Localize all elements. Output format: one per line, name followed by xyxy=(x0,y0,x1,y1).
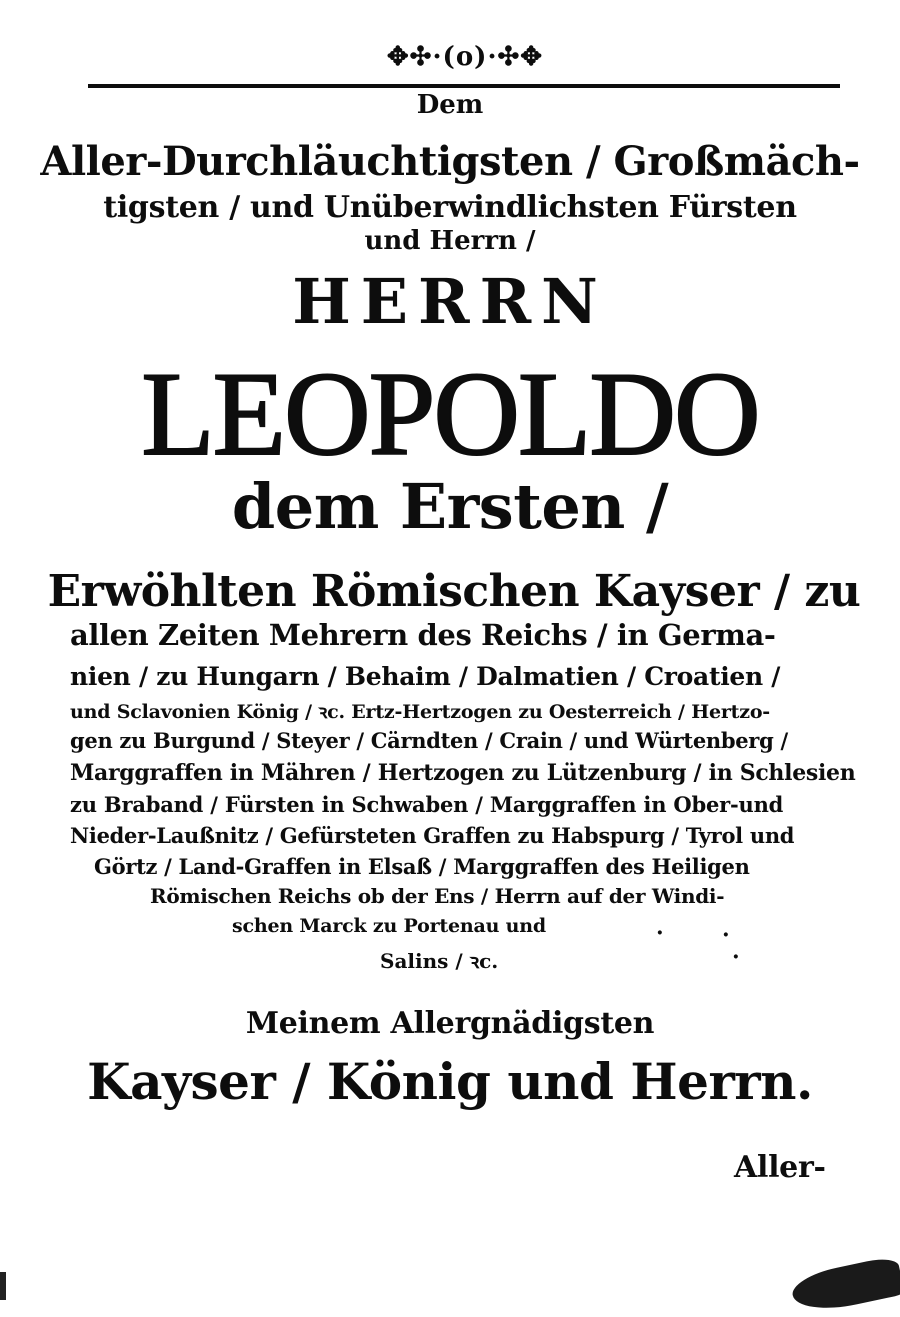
header-rule xyxy=(88,84,840,88)
title-line: Marggraffen in Mähren / Hertzogen zu Lützenburg / in Schlesien xyxy=(70,760,856,786)
catchword: Aller- xyxy=(734,1150,826,1185)
title-line: zu Braband / Fürsten in Schwaben / Marggraffen in Ober-und xyxy=(70,792,784,817)
dedication-name: LEOPOLDO xyxy=(141,347,759,480)
title-line: Römischen Reichs ob der Ens / Herrn auf der Windi- xyxy=(150,884,725,908)
title-line: Salins / ꝛc. xyxy=(380,949,499,973)
dedication-line-und-herrn: und Herrn / xyxy=(364,226,536,256)
title-line: allen Zeiten Mehrern des Reichs / in Germa- xyxy=(70,618,776,652)
dedication-line-tigsten: tigsten / und Unüberwindlichsten Fürsten xyxy=(103,190,797,225)
title-line: Nieder-Laußnitz / Gefürsteten Graffen zu Habspurg / Tyrol und xyxy=(70,823,795,848)
title-line: gen zu Burgund / Steyer / Cärndten / Crain / und Würtenberg / xyxy=(70,728,788,753)
closing-line-meinem: Meinem Allergnädigsten xyxy=(245,1006,655,1041)
title-line-erwoehlten: Erwöhlten Römischen Kayser / zu xyxy=(47,566,861,617)
ornament-headpiece: ✥✣·(o)·✣✥ xyxy=(386,42,544,72)
ink-speck: · xyxy=(656,920,664,946)
ink-blot xyxy=(789,1255,900,1317)
title-line: schen Marck zu Portenau und xyxy=(232,915,546,937)
dedication-herrn-caps: HERRN xyxy=(292,265,608,338)
dedication-line-dem: Dem xyxy=(416,90,484,120)
ink-speck: · xyxy=(722,922,730,948)
edge-mark xyxy=(0,1272,6,1300)
title-line: Görtz / Land-Graffen in Elsaß / Marggraffen des Heiligen xyxy=(94,854,750,879)
dedication-dem-ersten: dem Ersten / xyxy=(231,470,669,543)
dedication-line-aller: Aller-Durchläuchtigsten / Großmäch- xyxy=(40,138,860,185)
closing-line-kayser: Kayser / König und Herrn. xyxy=(87,1052,813,1111)
title-line: nien / zu Hungarn / Behaim / Dalmatien / Croatien / xyxy=(70,662,781,691)
ink-speck: · xyxy=(732,944,740,970)
title-line: und Sclavonien König / ꝛc. Ertz-Hertzogen zu Oesterreich / Hertzo- xyxy=(70,701,770,723)
